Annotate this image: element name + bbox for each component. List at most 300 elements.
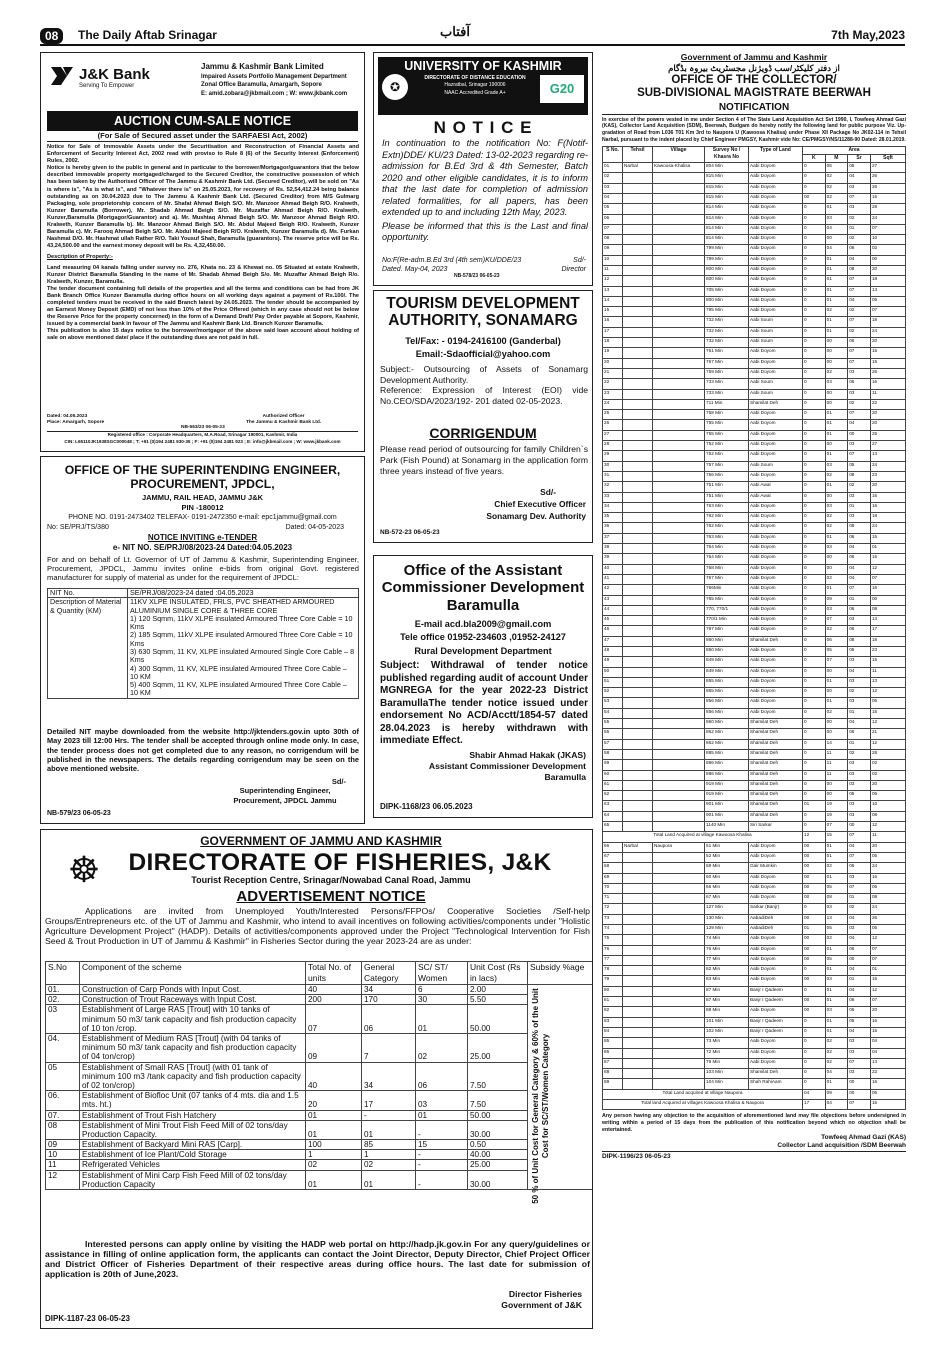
table-cell xyxy=(623,914,653,924)
table-cell xyxy=(653,307,705,317)
table-cell: 04 xyxy=(848,574,871,584)
table-cell: 24 xyxy=(870,904,905,914)
table-cell xyxy=(653,749,705,759)
table-cell: 06 xyxy=(848,338,871,348)
table-cell: 87 Min xyxy=(705,986,749,996)
uok-signatory xyxy=(561,256,586,274)
masthead xyxy=(0,0,945,44)
table-cell: 11 xyxy=(870,832,905,842)
table-cell: 919 Min xyxy=(705,791,749,801)
fish-title: DIRECTORATE OF FISHERIES, J&K xyxy=(128,849,552,876)
table-cell: 860 Min xyxy=(705,636,749,646)
table-cell: 04 xyxy=(848,420,871,430)
table-cell: 07 xyxy=(848,317,871,327)
table-cell: 02 xyxy=(870,770,905,780)
table-cell: 67 Min xyxy=(705,894,749,904)
table-cell: 43 xyxy=(603,595,623,605)
table-row xyxy=(603,245,906,255)
table-cell: 11 xyxy=(870,667,905,677)
table-cell: 19 xyxy=(825,801,848,811)
acd-sign-2: Assistant Commissioner Development xyxy=(428,761,586,772)
table-cell: 02 xyxy=(825,173,848,183)
table-cell: 07 xyxy=(825,616,848,626)
table-cell: 13 xyxy=(870,677,905,687)
jkbank-dated: Dated: 04.05.2023 xyxy=(47,414,88,419)
table-cell: Construction of Trout Raceways with Input Cost. xyxy=(80,995,306,1005)
table-cell: 815 Min xyxy=(705,183,749,193)
fisheries-ad xyxy=(40,829,593,1329)
table-cell: 0 xyxy=(803,523,826,533)
table-cell: 15 xyxy=(870,348,905,358)
table-cell: Aabi Doyom xyxy=(749,554,803,564)
table-cell: Aabi Doyom xyxy=(749,894,803,904)
fcol-subsidy: Subsidy %age xyxy=(528,962,593,985)
table-cell xyxy=(623,193,653,203)
table-row xyxy=(603,348,906,358)
table-cell: 05 xyxy=(825,955,848,965)
table-cell: 01 xyxy=(825,945,848,955)
table-row xyxy=(603,955,906,965)
table-cell xyxy=(623,266,653,276)
table-cell: 01 xyxy=(848,739,871,749)
table-cell: 02 xyxy=(825,513,848,523)
table-cell: 102 Min xyxy=(705,1027,749,1037)
table-cell: 08 xyxy=(870,894,905,904)
table-cell: 12 xyxy=(870,822,905,832)
table-cell: 46 xyxy=(603,626,623,636)
table-cell: 18 xyxy=(870,317,905,327)
table-cell: 01 xyxy=(825,698,848,708)
table-cell: 862 Min xyxy=(705,729,749,739)
table-row xyxy=(603,863,906,873)
table-cell: 0 xyxy=(803,585,826,595)
table-cell xyxy=(653,997,705,1007)
table-cell: 07 xyxy=(870,945,905,955)
table-cell: Shah RahiAam xyxy=(749,1079,803,1089)
table-cell xyxy=(653,708,705,718)
table-cell: 0 xyxy=(803,214,826,224)
table-cell: 804 Min xyxy=(705,163,749,173)
table-cell: Aabi Soum xyxy=(749,461,803,471)
table-cell xyxy=(623,204,653,214)
table-cell xyxy=(653,780,705,790)
table-cell: 0 xyxy=(803,616,826,626)
jkbank-logo xyxy=(47,59,157,99)
uok-ref: NB-578/23 06-05-23 xyxy=(454,273,500,279)
table-cell: 01 xyxy=(848,224,871,234)
table-cell: Aabi Doyom xyxy=(749,307,803,317)
table-cell: 05 xyxy=(46,1062,80,1091)
table-cell: 03 xyxy=(825,461,848,471)
table-cell: 799 Min xyxy=(705,245,749,255)
table-cell: 03 xyxy=(848,183,871,193)
acd-dept: Rural Development Department xyxy=(414,645,552,656)
table-cell: 0 xyxy=(803,986,826,996)
table-cell: 0 xyxy=(803,296,826,306)
table-cell: 0 xyxy=(803,389,826,399)
table-cell: 02 xyxy=(825,1048,848,1058)
table-cell xyxy=(653,616,705,626)
table-cell xyxy=(653,657,705,667)
table-cell: 02 xyxy=(848,749,871,759)
table-cell: 17 xyxy=(603,327,623,337)
collector-title-1: OFFICE OF THE COLLECTOR/ xyxy=(671,74,837,87)
table-cell: Aabi Soum xyxy=(749,338,803,348)
table-cell: 68 xyxy=(603,863,623,873)
table-cell: 814 Min xyxy=(705,235,749,245)
table-cell: 04 xyxy=(848,255,871,265)
table-row xyxy=(46,1140,593,1150)
table-cell: 02 xyxy=(825,307,848,317)
table-cell: 0 xyxy=(803,544,826,554)
table-row xyxy=(603,523,906,533)
tda-subject-ref xyxy=(380,364,588,407)
table-cell: 0 xyxy=(803,780,826,790)
table-cell: 05 xyxy=(870,925,905,935)
table-cell: 12 xyxy=(603,276,623,286)
table-cell: Shamilat Deh xyxy=(749,729,803,739)
table-cell: Aabi Doyom xyxy=(749,204,803,214)
table-cell: 01 xyxy=(803,925,826,935)
jpdcl-heading xyxy=(41,463,364,491)
table-cell xyxy=(623,399,653,409)
table-cell: 03 xyxy=(825,904,848,914)
table-cell: 07 xyxy=(848,852,871,862)
table-cell xyxy=(653,461,705,471)
table-cell: 03 xyxy=(848,801,871,811)
table-cell xyxy=(623,935,653,945)
table-cell: 26 xyxy=(603,420,623,430)
table-cell: 01 xyxy=(825,873,848,883)
collector-signatory xyxy=(602,1134,906,1151)
table-cell: 10 xyxy=(870,235,905,245)
table-cell: 12 xyxy=(870,739,905,749)
table-cell: 01 xyxy=(848,595,871,605)
table-cell xyxy=(623,719,653,729)
table-cell xyxy=(623,1027,653,1037)
table-cell: 02 xyxy=(362,1160,416,1170)
table-cell xyxy=(623,852,653,862)
table-cell xyxy=(653,492,705,502)
table-cell: 16 xyxy=(870,492,905,502)
table-cell: 28 xyxy=(603,441,623,451)
table-cell xyxy=(623,873,653,883)
table-cell: 04 xyxy=(848,842,871,852)
table-row xyxy=(603,183,906,193)
table-row xyxy=(603,636,906,646)
table-cell: 02 xyxy=(825,708,848,718)
table-cell: 02 xyxy=(848,235,871,245)
table-cell: 00 xyxy=(825,780,848,790)
table-cell: 00 xyxy=(870,255,905,265)
table-cell: Naupora xyxy=(653,842,705,852)
table-cell: 70 xyxy=(603,883,623,893)
table-cell: 05 xyxy=(825,883,848,893)
table-cell: Banjr I Qadeem xyxy=(749,1027,803,1037)
table-cell: Aabi Doyom xyxy=(749,368,803,378)
table-cell: Aabi Doyom xyxy=(749,471,803,481)
table-cell: 02 xyxy=(848,214,871,224)
table-cell: 0 xyxy=(803,626,826,636)
fish-address: Tourist Reception Centre, Srinagar/Nowabad Canal Road, Jammu xyxy=(191,875,471,885)
table-cell: 63 xyxy=(603,801,623,811)
table-cell: 00 xyxy=(803,935,826,945)
table-row xyxy=(603,235,906,245)
table-cell: 50.00 xyxy=(468,1110,528,1120)
table-cell xyxy=(623,430,653,440)
table-cell xyxy=(623,441,653,451)
table-cell: 71 xyxy=(603,894,623,904)
table-cell xyxy=(653,585,705,595)
table-cell: 0 xyxy=(803,708,826,718)
collector-sign-1: Towfeeq Ahmad Gazi (KAS) xyxy=(821,1133,906,1141)
table-row xyxy=(603,626,906,636)
jkbank-ref: NB-563/23 06-05-23 xyxy=(181,425,225,430)
table-cell: 761 Min xyxy=(705,348,749,358)
table-row xyxy=(603,307,906,317)
table-cell: 75 xyxy=(603,935,623,945)
table-cell: 66 xyxy=(603,842,623,852)
table-cell: 20 xyxy=(870,410,905,420)
table-cell: 20 xyxy=(870,842,905,852)
table-cell: 06 xyxy=(848,245,871,255)
table-cell: 84 xyxy=(603,1027,623,1037)
table-cell: 800 Min xyxy=(705,296,749,306)
table-cell: 768 Min xyxy=(705,564,749,574)
table-cell: 0 xyxy=(803,749,826,759)
table-cell: 05 xyxy=(825,646,848,656)
tda-ref: NB-572-23 06-05-23 xyxy=(380,529,440,536)
table-cell: 18 xyxy=(603,338,623,348)
uok-name: UNIVERSITY OF KASHMIR xyxy=(404,59,562,73)
table-cell xyxy=(623,255,653,265)
table-cell: 01 xyxy=(362,1170,416,1189)
jkbank-name: Jammu & Kashmir Bank Limited xyxy=(201,62,324,71)
table-cell: 02 xyxy=(848,399,871,409)
table-cell: 01 xyxy=(825,276,848,286)
table-row xyxy=(603,173,906,183)
table-cell: 07 xyxy=(848,348,871,358)
issue-date: 7th May,2023 xyxy=(831,28,905,42)
table-cell: Banjr I Qadeem xyxy=(749,986,803,996)
table-cell: 814 Min xyxy=(705,214,749,224)
table-cell: 01 xyxy=(603,163,623,173)
table-cell: 35 xyxy=(603,513,623,523)
table-cell xyxy=(623,1079,653,1089)
table-cell: 00 xyxy=(803,894,826,904)
table-cell: 29 xyxy=(603,451,623,461)
jpdcl-item: 2) 185 Sqmm, 11kV XLPE insulated Armoured Three Core Cable = 10 Kms xyxy=(130,630,353,648)
jpdcl-pin: PIN -180012 xyxy=(181,502,224,512)
fcol-component: Component of the scheme xyxy=(80,962,306,985)
table-cell: 04 xyxy=(848,935,871,945)
table-cell: 01 xyxy=(362,1120,416,1139)
table-cell: Aabi Doyom xyxy=(749,955,803,965)
table-cell: 74 xyxy=(603,925,623,935)
table-cell: 15 xyxy=(870,533,905,543)
table-cell: 0 xyxy=(803,502,826,512)
table-cell: Aabi Soum xyxy=(749,327,803,337)
table-row xyxy=(603,564,906,574)
table-cell: 00 xyxy=(825,389,848,399)
table-cell: 885 Min xyxy=(705,749,749,759)
table-cell xyxy=(653,873,705,883)
table-total-label: Total land Acquired at villages Kawoosa Khalisa & Naupora xyxy=(603,1100,803,1110)
table-cell: 0 xyxy=(803,1069,826,1079)
fcol-unitcost: Unit Cost (Rs in lacs) xyxy=(468,962,528,985)
table-cell: 0 xyxy=(803,791,826,801)
jpdcl-item: 4) 300 Sqmm, 11 KV, XLPE insulated Armoured Three Core Cable – 10 KM xyxy=(130,663,347,681)
table-cell: 27 xyxy=(870,163,905,173)
table-cell: Aabi Doyom xyxy=(749,883,803,893)
table-row xyxy=(603,193,906,203)
table-cell: 04 xyxy=(870,1038,905,1048)
collector-title-2: SUB-DIVISIONAL MAGISTRATE BEERWAH xyxy=(637,87,871,100)
fcol-total: Total No. of units xyxy=(306,962,362,985)
table-cell: 01 xyxy=(825,966,848,976)
tda-sign-2: Sonamarg Dev. Authority xyxy=(486,510,586,521)
table-cell: 59 Min xyxy=(705,863,749,873)
table-cell: 04 xyxy=(803,1089,826,1099)
table-cell: Establishment of Medium RAS [Trout] (with 04 tanks of minimum 50 m3/ tank capacity and fish production capacity of 04 ton/crop) xyxy=(80,1034,306,1063)
table-cell: 76 Min xyxy=(705,945,749,955)
table-cell: 02 xyxy=(825,183,848,193)
table-cell: 800 Min xyxy=(705,276,749,286)
table-cell: Establishment of Mini Carp Fish Feed Mill of 02 tons/day Production Capacity xyxy=(80,1170,306,1189)
fish-table xyxy=(45,961,593,1204)
table-row xyxy=(46,1120,593,1139)
table-cell: 23 xyxy=(870,646,905,656)
table-row xyxy=(46,1062,593,1091)
table-cell: Aabi Doyom xyxy=(749,605,803,615)
tda-title-2: AUTHORITY, SONAMARG xyxy=(388,312,578,330)
table-cell: 24 xyxy=(870,327,905,337)
table-cell: 00 xyxy=(803,873,826,883)
jkbank-desc-heading: Description of Property:- xyxy=(47,254,113,261)
table-cell: 38 xyxy=(603,544,623,554)
table-cell: 32 xyxy=(603,482,623,492)
table-cell: 01. xyxy=(46,985,80,995)
table-cell: 751 Min xyxy=(705,482,749,492)
table-row xyxy=(603,708,906,718)
table-cell xyxy=(653,183,705,193)
table-cell xyxy=(623,677,653,687)
table-cell: Aabi Doyom xyxy=(749,523,803,533)
table-cell: 02 xyxy=(416,1034,468,1063)
table-cell: 799 Min xyxy=(705,255,749,265)
table-cell: 764 Min xyxy=(705,544,749,554)
table-row xyxy=(603,204,906,214)
table-cell: 755 Min xyxy=(705,420,749,430)
table-cell: 886 Min xyxy=(705,760,749,770)
table-row xyxy=(603,595,906,605)
table-cell xyxy=(653,173,705,183)
table-cell: 05 xyxy=(870,883,905,893)
table-cell: 0 xyxy=(803,379,826,389)
jkbank-para: Land measuring 04 kanals falling under survey no. 276, Khata no. 23 & Khewat no. 05 Situated at estate Kralweth, Kunzer District Baramulla Standing in the name of Mr. Shadab Ahmad Beigh S/o. Mr. Muzaffar Ahmad Beigh R/o. Kralweth, Kunzer, Baramulla. xyxy=(47,264,359,285)
table-cell: 0 xyxy=(803,688,826,698)
uok-body-para: Please be informed that this is the Last and final opportunity. xyxy=(382,220,588,242)
table-cell: Establishment of Large RAS [Trout] with 10 tanks of minimum 50 m3/ tank capacity and fish production capacity of 10 ton /crop. xyxy=(80,1005,306,1034)
table-cell xyxy=(653,544,705,554)
jpdcl-ref: NB-579/23 06-05-23 xyxy=(47,810,111,817)
table-cell: 09 xyxy=(603,245,623,255)
table-cell xyxy=(653,554,705,564)
table-cell: 01 xyxy=(306,1110,362,1120)
table-cell: 855 Min xyxy=(705,677,749,687)
table-row xyxy=(603,1069,906,1079)
table-row xyxy=(603,492,906,502)
table-cell: 12 xyxy=(870,935,905,945)
table-cell: Establishment of Ice Plant/Cold Storage xyxy=(80,1150,306,1160)
table-cell: 30 xyxy=(416,995,468,1005)
table-cell xyxy=(623,296,653,306)
table-cell: 09 xyxy=(46,1140,80,1150)
table-cell xyxy=(653,379,705,389)
table-cell: 0 xyxy=(803,533,826,543)
table-cell: Aabi Doyom xyxy=(749,513,803,523)
table-cell: Aabi Doyom xyxy=(749,1007,803,1017)
table-cell: 00 xyxy=(825,358,848,368)
table-cell: Aabi Doyom xyxy=(749,873,803,883)
table-cell xyxy=(653,296,705,306)
jpdcl-nit-label: NIT No. xyxy=(48,589,128,598)
uok-ad xyxy=(373,52,593,286)
table-cell: - xyxy=(362,1110,416,1120)
table-cell: 15 xyxy=(825,832,848,842)
table-cell: 15 xyxy=(416,1140,468,1150)
col-k: K xyxy=(803,155,826,163)
table-cell: 40 xyxy=(603,564,623,574)
table-cell: Aabi Doyom xyxy=(749,235,803,245)
table-cell: 02 xyxy=(825,471,848,481)
table-cell: 00 xyxy=(825,348,848,358)
uok-banner xyxy=(378,57,588,115)
table-cell xyxy=(623,616,653,626)
table-cell: Aabi Doyom xyxy=(749,935,803,945)
jkbank-ad xyxy=(40,52,365,452)
table-row xyxy=(603,482,906,492)
jpdcl-notice-title: NOTICE INVITING e-TENDER xyxy=(147,533,258,542)
table-row xyxy=(603,1027,906,1037)
table-cell xyxy=(653,327,705,337)
table-cell: 01 xyxy=(825,410,848,420)
table-cell xyxy=(653,430,705,440)
table-cell: 06 xyxy=(603,214,623,224)
table-cell: 0 xyxy=(803,471,826,481)
table-row xyxy=(603,441,906,451)
table-cell: 18 xyxy=(870,636,905,646)
table-cell: 00 xyxy=(803,976,826,986)
jpdcl-item: 1) 120 Sqmm, 11kV XLPE insulated Armoured Three Core Cable = 10 Kms xyxy=(130,613,353,632)
table-cell: 04 xyxy=(825,1100,848,1110)
table-cell: 00 xyxy=(848,955,871,965)
table-cell: 08 xyxy=(848,471,871,481)
table-cell: Establishment of Trout Fish Hatchery xyxy=(80,1110,306,1120)
table-cell: 01 xyxy=(870,544,905,554)
table-cell: 07 xyxy=(848,410,871,420)
table-cell: 01 xyxy=(825,430,848,440)
table-row xyxy=(603,677,906,687)
table-cell xyxy=(623,245,653,255)
table-cell: 00 xyxy=(848,1089,871,1099)
tda-title-1: TOURISM DEVELOPMENT xyxy=(386,295,580,312)
table-cell: 73 xyxy=(603,914,623,924)
table-cell: 10 xyxy=(870,801,905,811)
collector-sign-2: Collector Land acquisition /SDM Beerwah xyxy=(777,1142,906,1150)
uok-naac: NAAC Accredited Grade A+ xyxy=(444,89,506,96)
table-cell: 0 xyxy=(803,657,826,667)
